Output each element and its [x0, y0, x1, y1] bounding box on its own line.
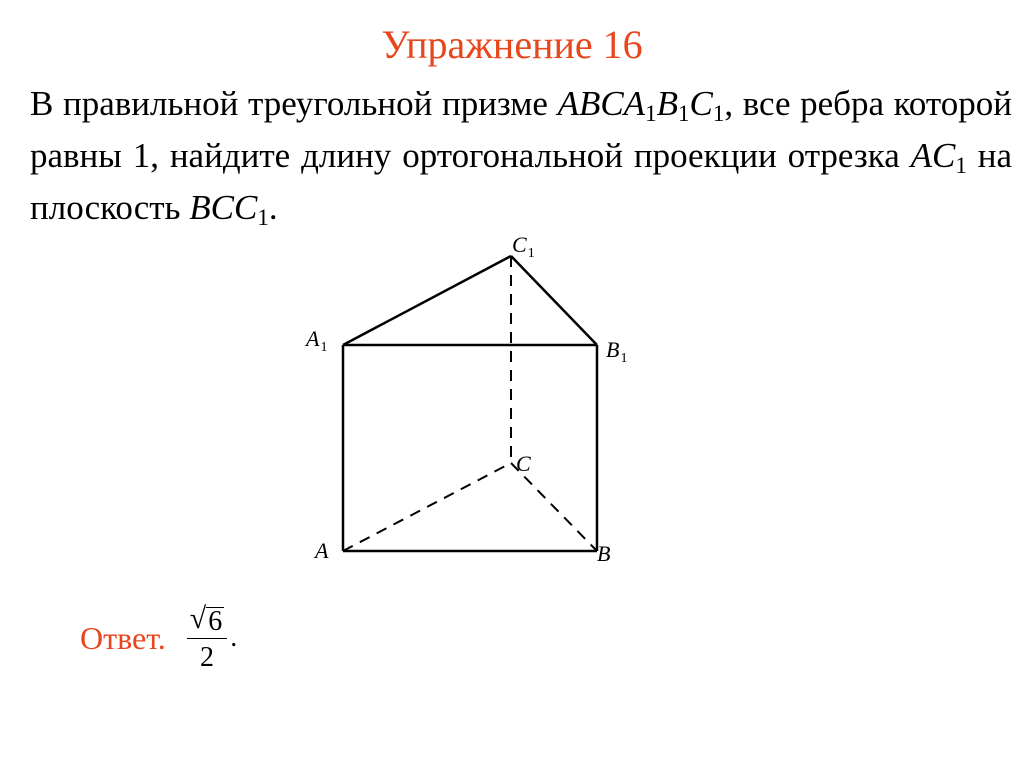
edge-c1-b1: [511, 256, 597, 345]
answer-period: .: [230, 622, 238, 653]
vertex-label-a: A: [315, 538, 329, 563]
prism-name: $ABCA_1B_1C_1$: [557, 84, 725, 126]
segment-name: $AC_1$: [910, 136, 967, 178]
sqrt-icon: √: [189, 601, 207, 635]
edge-a1-c1: [343, 256, 511, 345]
exercise-title: Упражнение 16: [381, 22, 643, 67]
edge-c-b-hidden: [511, 463, 597, 551]
problem-intro: В правильной треугольной призме: [30, 84, 558, 123]
problem-middle: на плоскость: [30, 136, 1013, 227]
radicand: 6: [208, 605, 223, 637]
vertex-label-c: C: [516, 451, 531, 476]
edge-a-c-hidden: [343, 463, 511, 551]
vertex-label-b1: $B_1$: [606, 337, 628, 366]
vertex-label-c1: $C_1$: [512, 232, 535, 261]
answer-fraction: [186, 602, 228, 675]
problem-end: .: [268, 188, 278, 227]
fraction-denominator: 2: [200, 641, 215, 673]
answer-label: Ответ.: [80, 619, 166, 656]
vertex-label-b: B: [597, 541, 611, 566]
vertex-label-a1: $A_1$: [306, 326, 328, 355]
problem-after-prism: , все ребра которой равны 1, найдите длину ортогональной проекции отрезка: [30, 84, 1012, 175]
answer-block: [80, 598, 237, 678]
plane-name: $BCC_1$: [189, 188, 269, 230]
fraction-numerator: [186, 602, 228, 638]
